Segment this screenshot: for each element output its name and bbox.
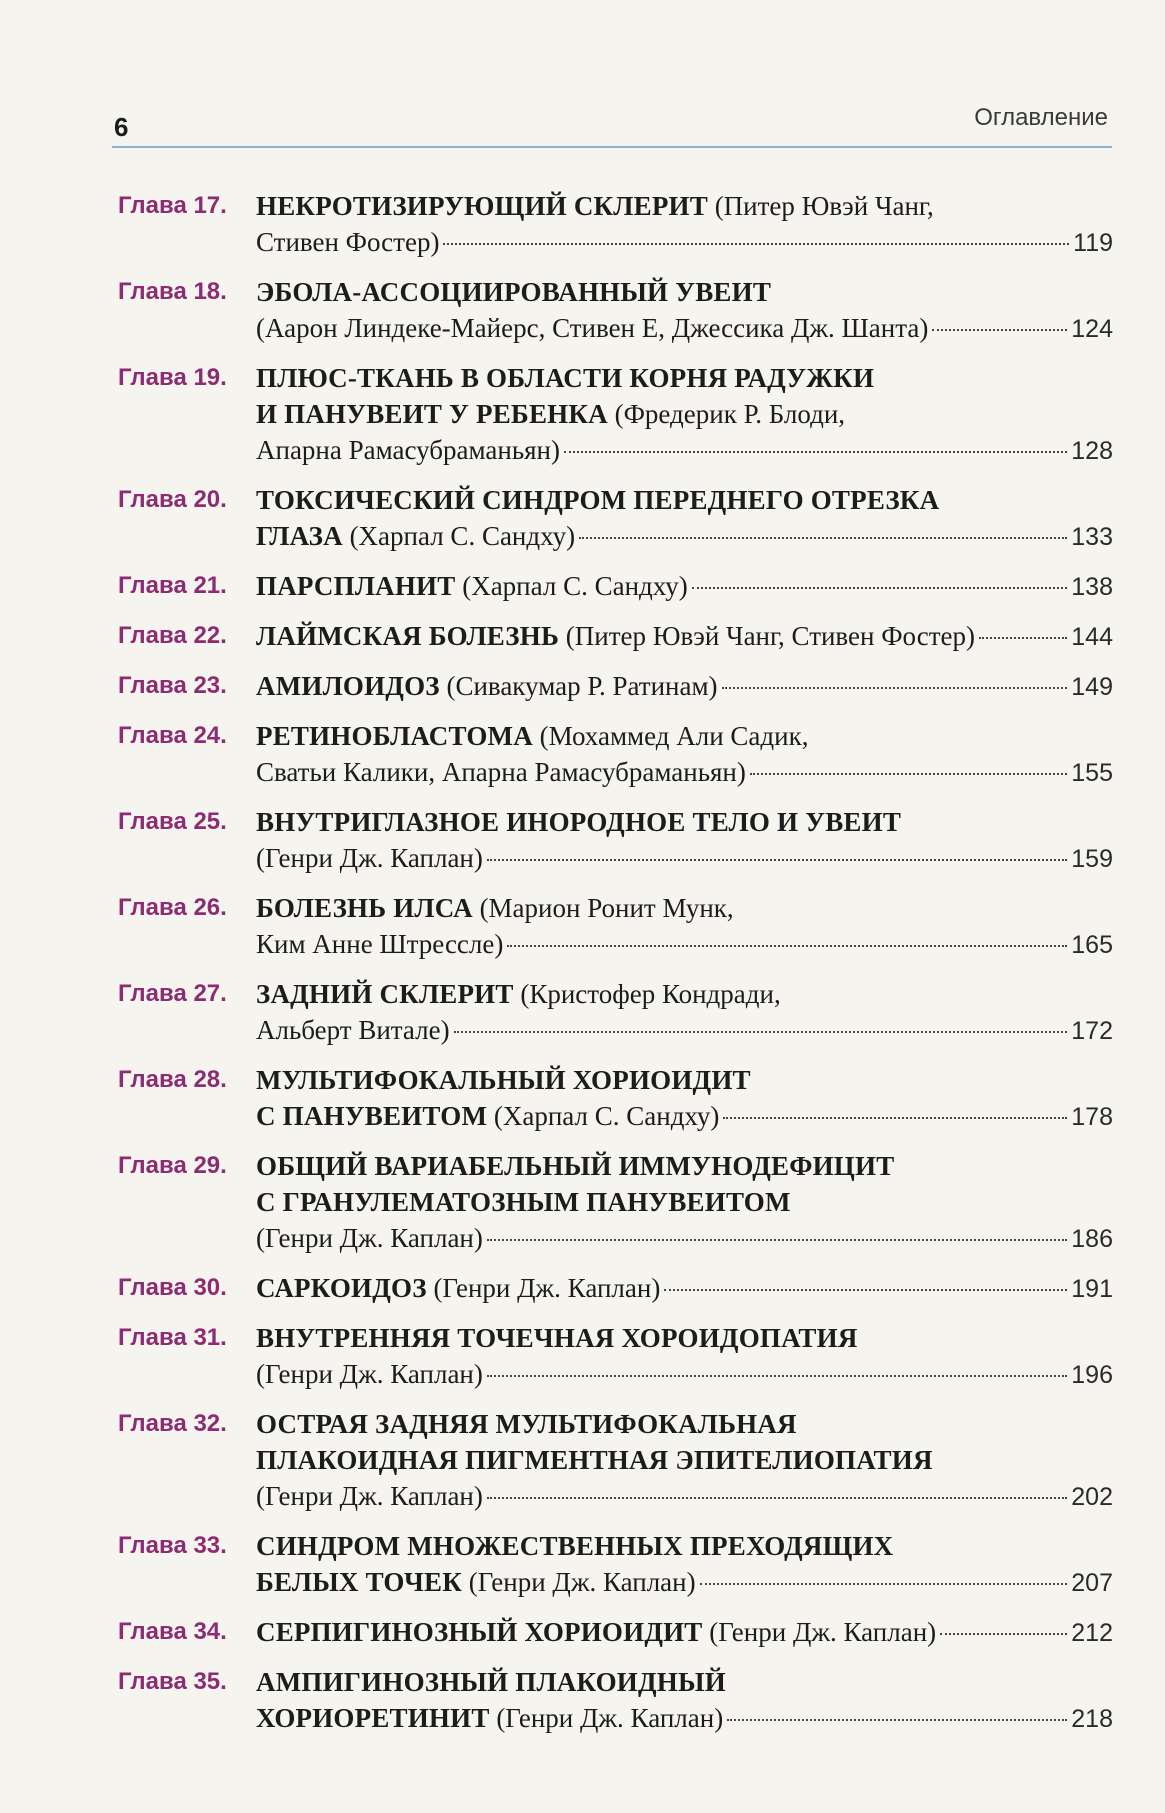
entry-line [256,1356,1113,1393]
chapter-label: Глава 20. [118,486,227,513]
toc-entry [118,1270,1113,1307]
chapter-title: ПАРСПЛАНИТ [256,571,456,601]
dot-leader [722,687,1068,689]
chapter-authors: Апарна Рамасубраманьян) [256,435,561,465]
chapter-title: АМПИГИНОЗНЫЙ ПЛАКОИДНЫЙ [256,1667,726,1697]
chapter-title: ПЛЮС-ТКАНЬ В ОБЛАСТИ КОРНЯ РАДУЖКИ [256,363,875,393]
entry-line-text [256,399,845,429]
chapter-title: АМИЛОИДОЗ [256,671,440,701]
entry-line [256,360,1113,396]
entry-line [256,804,1113,840]
dot-leader [507,945,1067,947]
chapter-title: ВНУТРИГЛАЗНОЕ ИНОРОДНОЕ ТЕЛО И УВЕИТ [256,807,902,837]
chapter-title: МУЛЬТИФОКАЛЬНЫЙ ХОРИОИДИТ [256,1065,751,1095]
dot-leader [664,1289,1067,1291]
entry-line [256,976,1113,1012]
entry-line-text [256,1356,483,1392]
entry-line-text [256,224,439,260]
dot-leader [727,1719,1067,1721]
entry-line-text [256,1700,723,1736]
page-number: 6 [114,112,129,142]
dot-leader [487,1497,1067,1499]
dot-leader [932,329,1067,331]
entry-line [256,432,1113,469]
entry-line [256,1148,1113,1184]
entry-line [256,568,1113,605]
entry-line-text [256,807,901,837]
entry-line-text [256,1478,483,1514]
toc-entry [118,804,1113,877]
chapter-authors: (Генри Дж. Каплан) [256,843,483,873]
toc-entry [118,568,1113,605]
chapter-title: БОЛЕЗНЬ ИЛСА [256,893,473,923]
entry-line [256,1564,1113,1601]
dot-leader [487,1239,1067,1241]
dot-leader [443,243,1069,245]
toc-entry [118,718,1113,791]
entry-line [256,1270,1113,1307]
toc-entry [118,618,1113,655]
entry-line [256,1184,1113,1220]
chapter-authors: (Генри Дж. Каплан) [702,1617,937,1647]
running-title: Оглавление [974,104,1108,131]
entry-line-text [256,432,560,468]
chapter-title: ГЛАЗА [256,521,343,551]
entry-line [256,926,1113,963]
chapter-authors: (Генри Дж. Каплан) [461,1567,696,1597]
entry-line-text [256,1270,660,1306]
chapter-authors: (Фредерик Р. Блоди, [607,399,846,429]
table-of-contents [118,188,1113,1750]
entry-line [256,840,1113,877]
entry-line [256,1442,1113,1478]
page-ref: 128 [1071,437,1113,465]
entry-line [256,518,1113,555]
entry-line-text [256,568,688,604]
toc-entry [118,188,1113,261]
entry-line [256,718,1113,754]
toc-entry [118,482,1113,555]
entry-line [256,668,1113,705]
chapter-label: Глава 18. [118,278,227,305]
entry-line-text [256,1409,797,1439]
page-ref: 218 [1071,1705,1113,1733]
entry-line [256,1478,1113,1515]
chapter-authors: Сватьи Калики, Апарна Рамасубраманьян) [256,757,746,787]
chapter-title: И ПАНУВЕИТ У РЕБЕНКА [256,399,608,429]
page-ref: 212 [1071,1619,1113,1647]
toc-entry [118,1664,1113,1737]
chapter-authors: (Аарон Линдеке-Майерс, Стивен Е, Джессика Дж. Шанта) [256,313,929,343]
page-header [112,96,1112,148]
chapter-label: Глава 27. [118,980,227,1007]
chapter-title: НЕКРОТИЗИРУЮЩИЙ СКЛЕРИТ [256,191,708,221]
page-ref: 165 [1071,931,1113,959]
toc-entry [118,1320,1113,1393]
chapter-authors: (Генри Дж. Каплан) [256,1223,483,1253]
dot-leader [979,637,1067,639]
page-ref: 186 [1071,1225,1113,1253]
chapter-authors: (Питер Ювэй Чанг, Стивен Фостер) [559,621,975,651]
chapter-title: ЭБОЛА-АССОЦИИРОВАННЫЙ УВЕИТ [256,277,772,307]
entry-line-text [256,485,939,515]
page-ref: 124 [1071,315,1113,343]
entry-line [256,1012,1113,1049]
entry-line-text [256,668,718,704]
chapter-authors: (Генри Дж. Каплан) [489,1703,724,1733]
entry-line-text [256,1065,751,1095]
chapter-label: Глава 28. [118,1066,227,1093]
entry-line-text [256,1667,726,1697]
toc-entry [118,668,1113,705]
entry-line [256,1098,1113,1135]
entry-line [256,618,1113,655]
chapter-authors: (Харпал С. Сандху) [342,521,576,551]
chapter-title: ЗАДНИЙ СКЛЕРИТ [256,979,514,1009]
chapter-label: Глава 25. [118,808,227,835]
chapter-label: Глава 31. [118,1324,227,1351]
chapter-title: ВНУТРЕННЯЯ ТОЧЕЧНАЯ ХОРОИДОПАТИЯ [256,1323,858,1353]
entry-line-text [256,840,483,876]
chapter-label: Глава 24. [118,722,227,749]
chapter-title: ХОРИОРЕТИНИТ [256,1703,490,1733]
entry-line-text [256,721,808,751]
chapter-label: Глава 32. [118,1410,227,1437]
chapter-title: С ГРАНУЛЕМАТОЗНЫМ ПАНУВЕИТОМ [256,1187,791,1217]
chapter-title: БЕЛЫХ ТОЧЕК [256,1567,462,1597]
entry-line-text [256,1614,936,1650]
page-ref: 138 [1071,573,1113,601]
chapter-title: ОСТРАЯ ЗАДНЯЯ МУЛЬТИФОКАЛЬНАЯ [256,1409,797,1439]
chapter-authors: (Харпал С. Сандху) [455,571,688,601]
dot-leader [723,1117,1067,1119]
page-ref: 172 [1071,1017,1113,1045]
chapter-title: ЛАЙМСКАЯ БОЛЕЗНЬ [256,621,560,651]
chapter-label: Глава 34. [118,1618,227,1645]
dot-leader [454,1031,1068,1033]
entry-line-text [256,1445,933,1475]
entry-line-text [256,893,734,923]
chapter-authors: (Генри Дж. Каплан) [256,1359,483,1389]
page-ref: 196 [1071,1361,1113,1389]
chapter-authors: (Генри Дж. Каплан) [256,1481,483,1511]
dot-leader [700,1583,1068,1585]
chapter-title: С ПАНУВЕИТОМ [256,1101,488,1131]
entry-line [256,1528,1113,1564]
entry-line [256,1320,1113,1356]
chapter-authors: (Харпал С. Сандху) [487,1101,720,1131]
chapter-authors: (Сивакумар Р. Ратинам) [439,671,718,701]
entry-line-text [256,618,975,654]
entry-line [256,1614,1113,1651]
entry-line [256,1220,1113,1257]
toc-entry [118,1148,1113,1257]
dot-leader [487,859,1067,861]
entry-line-text [256,1151,894,1181]
entry-line-text [256,1187,791,1217]
page-ref: 149 [1071,673,1113,701]
chapter-label: Глава 19. [118,364,227,391]
dot-leader [750,773,1067,775]
entry-line [256,274,1113,310]
entry-line-text [256,1012,450,1048]
entry-line-text [256,310,928,346]
toc-entry [118,1614,1113,1651]
entry-line-text [256,979,781,1009]
entry-line [256,890,1113,926]
page-ref: 155 [1071,759,1113,787]
chapter-authors: Альберт Витале) [256,1015,450,1045]
chapter-title: СИНДРОМ МНОЖЕСТВЕННЫХ ПРЕХОДЯЩИХ [256,1531,894,1561]
entry-line-text [256,1323,858,1353]
chapter-authors: (Мохаммед Али Садик, [532,721,809,751]
entry-line-text [256,191,934,221]
chapter-authors: Стивен Фостер) [256,227,440,257]
chapter-title: ПЛАКОИДНАЯ ПИГМЕНТНАЯ ЭПИТЕЛИОПАТИЯ [256,1445,933,1475]
chapter-authors: (Марион Ронит Мунк, [472,893,734,923]
chapter-title: ТОКСИЧЕСКИЙ СИНДРОМ ПЕРЕДНЕГО ОТРЕЗКА [256,485,940,515]
chapter-label: Глава 23. [118,672,227,699]
entry-line-text [256,926,503,962]
chapter-authors: Ким Анне Штрессле) [256,929,504,959]
toc-entry [118,1406,1113,1515]
entry-line-text [256,1098,719,1134]
chapter-title: ОБЩИЙ ВАРИАБЕЛЬНЫЙ ИММУНОДЕФИЦИТ [256,1151,895,1181]
page-ref: 159 [1071,845,1113,873]
dot-leader [564,451,1067,453]
chapter-label: Глава 30. [118,1274,227,1301]
toc-entry [118,890,1113,963]
entry-line [256,396,1113,432]
toc-entry [118,360,1113,469]
chapter-label: Глава 29. [118,1152,227,1179]
chapter-label: Глава 22. [118,622,227,649]
page-ref: 133 [1071,523,1113,551]
dot-leader [692,587,1068,589]
chapter-title: СЕРПИГИНОЗНЫЙ ХОРИОИДИТ [256,1617,703,1647]
chapter-authors: (Кристофер Кондради, [513,979,781,1009]
page-ref: 207 [1071,1569,1113,1597]
entry-line [256,224,1113,261]
entry-line [256,1062,1113,1098]
header-divider [112,146,1112,148]
chapter-title: САРКОИДОЗ [256,1273,427,1303]
chapter-label: Глава 35. [118,1668,227,1695]
chapter-title: РЕТИНОБЛАСТОМА [256,721,533,751]
entry-line [256,188,1113,224]
entry-line [256,1406,1113,1442]
page-ref: 202 [1071,1483,1113,1511]
chapter-label: Глава 26. [118,894,227,921]
toc-entry [118,976,1113,1049]
entry-line [256,482,1113,518]
page-ref: 144 [1071,623,1113,651]
chapter-authors: (Питер Ювэй Чанг, [707,191,934,221]
page-ref: 178 [1071,1103,1113,1131]
entry-line-text [256,363,874,393]
chapter-label: Глава 17. [118,192,227,219]
entry-line [256,1700,1113,1737]
entry-line-text [256,1531,893,1561]
entry-line-text [256,518,575,554]
entry-line-text [256,1220,483,1256]
page-ref: 191 [1071,1275,1113,1303]
entry-line-text [256,1564,696,1600]
chapter-authors: (Генри Дж. Каплан) [426,1273,661,1303]
toc-entry [118,274,1113,347]
entry-line [256,1664,1113,1700]
toc-entry [118,1062,1113,1135]
entry-line-text [256,277,771,307]
dot-leader [487,1375,1067,1377]
entry-line [256,310,1113,347]
page-ref: 119 [1073,229,1113,257]
dot-leader [940,1633,1067,1635]
entry-line [256,754,1113,791]
chapter-label: Глава 21. [118,572,227,599]
toc-entry [118,1528,1113,1601]
dot-leader [579,537,1067,539]
entry-line-text [256,754,746,790]
chapter-label: Глава 33. [118,1532,227,1559]
